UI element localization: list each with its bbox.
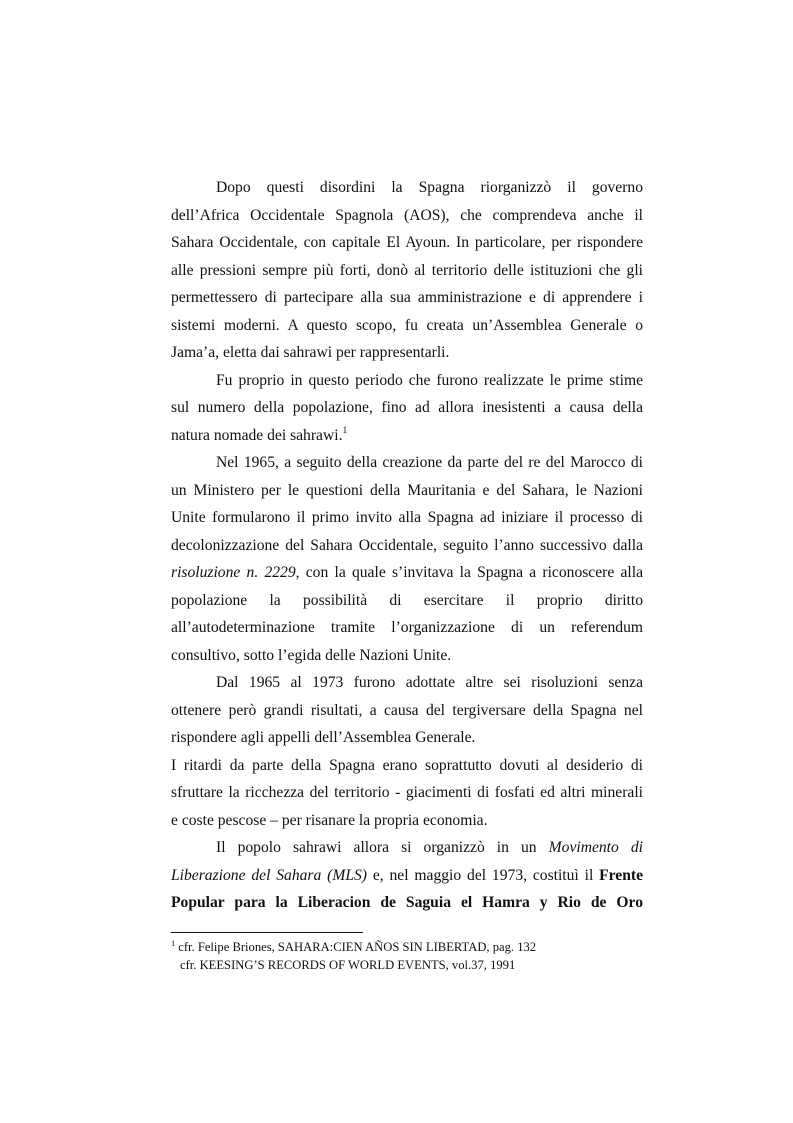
footnote-item — [171, 938, 643, 956]
footnotes — [171, 938, 643, 974]
text-line: sfruttare la ricchezza del territorio - giacimenti di fosfati ed altri minerali — [171, 784, 643, 801]
text-line-content: , con la quale s’invitava la Spagna a riconoscere alla — [295, 564, 643, 581]
text-line: Unite formularono il primo invito alla Spagna ad iniziare il processo di — [171, 509, 643, 526]
body-text — [171, 174, 643, 917]
text-line — [171, 559, 643, 587]
text-line: Dopo questi disordini la Spagna riorganizzò il governo — [216, 179, 643, 196]
text-line: consultivo, sotto l’egida delle Nazioni Unite. — [171, 646, 452, 664]
text-line: all’autodeterminazione tramite l’organizzazione di un referendum — [171, 619, 643, 636]
footnote-separator — [171, 932, 363, 933]
paragraph-3 — [171, 449, 643, 669]
text-line: Sahara Occidentale, con capitale El Ayoun. In particolare, per rispondere — [171, 234, 643, 251]
text-line: sistemi moderni. A questo scopo, fu creata un’Assemblea Generale o — [171, 316, 643, 334]
text-line — [171, 422, 643, 450]
paragraph-5 — [171, 752, 643, 835]
paragraph-1 — [171, 174, 643, 367]
text-line: popolazione la possibilità di esercitare il proprio diritto — [171, 591, 643, 609]
bold-organization-name: Popular para la Liberacion de Saguia el Hamra y Rio de Oro — [171, 894, 643, 911]
text-line: Nel 1965, a seguito della creazione da parte del re del Marocco di — [216, 454, 643, 471]
text-line — [171, 862, 643, 890]
footnote-reference[interactable]: 1 — [342, 425, 348, 436]
text-line: decolonizzazione del Sahara Occidentale, seguito l’anno successivo dalla — [171, 536, 643, 554]
text-line: sul numero della popolazione, fino ad allora inesistenti a causa della — [171, 399, 643, 416]
paragraph-6 — [171, 834, 643, 917]
text-line: Jama’a, eletta dai sahrawi per rappresentarli. — [171, 344, 450, 361]
bold-organization-name: Frente — [599, 866, 644, 884]
footnote-text: cfr. Felipe Briones, SAHARA:CIEN AÑOS SIN LIBERTAD, pag. 132 — [178, 940, 537, 954]
text-line: Dal 1965 al 1973 furono adottate altre sei risoluzioni senza — [216, 674, 643, 691]
text-line-content: Il popolo sahrawi allora si organizzò in un — [216, 839, 549, 856]
footnote-continuation: cfr. KEESING’S RECORDS OF WORLD EVENTS, vol.37, 1991 — [180, 958, 516, 972]
text-line-content: e, nel maggio del 1973, costituì il — [367, 866, 600, 884]
text-line: e coste pescose – per risanare la propria economia. — [171, 811, 488, 829]
text-line: un Ministero per le questioni della Mauritania e del Sahara, le Nazioni — [171, 481, 643, 499]
paragraph-4 — [171, 669, 643, 752]
italic-movement-name: Movimento di — [548, 839, 643, 856]
text-line: Fu proprio in questo periodo che furono realizzate le prime stime — [216, 371, 643, 389]
footnote-mark: 1 — [171, 938, 176, 948]
text-line — [171, 889, 643, 917]
text-line: ottenere però grandi risultati, a causa del tergiversare della Spagna nel — [171, 701, 643, 719]
text-line: permettessero di partecipare alla sua amministrazione e di apprendere i — [171, 289, 643, 306]
paragraph-2 — [171, 367, 643, 450]
italic-movement-name: Liberazione del Sahara (MLS) — [171, 866, 367, 884]
text-line: alle pressioni sempre più forti, donò al territorio delle istituzioni che gli — [171, 261, 643, 279]
text-line-content: natura nomade dei sahrawi. — [171, 426, 343, 444]
text-line: dell’Africa Occidentale Spagnola (AOS), che comprendeva anche il — [171, 206, 643, 224]
italic-reference: risoluzione n. 2229 — [171, 564, 296, 581]
text-line: rispondere agli appelli dell’Assemblea Generale. — [171, 729, 476, 746]
text-line: I ritardi da parte della Spagna erano soprattutto dovuti al desiderio di — [171, 756, 643, 774]
text-line — [171, 834, 643, 862]
